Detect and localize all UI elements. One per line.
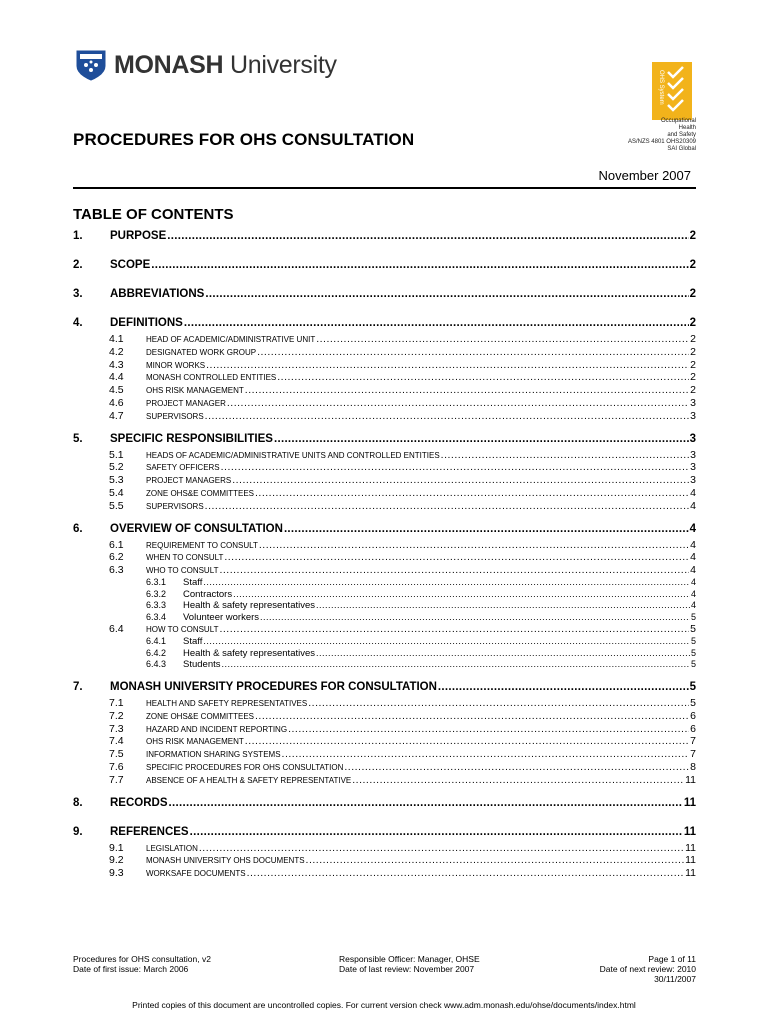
toc-entry-7-5[interactable] bbox=[73, 748, 696, 760]
toc-entry-page: 2 bbox=[689, 259, 696, 271]
toc-entry-label: INFORMATION SHARING SYSTEMS bbox=[146, 750, 281, 760]
toc-entry-number: 9.3 bbox=[109, 867, 124, 880]
toc-dot-leader bbox=[203, 636, 690, 646]
toc-entry-label: SPECIFIC RESPONSIBILITIES bbox=[110, 432, 273, 445]
toc-entry-label: OHS RISK MANAGEMENT bbox=[146, 386, 244, 396]
toc-entry-page: 4 bbox=[690, 538, 696, 551]
toc-entry-5[interactable] bbox=[73, 433, 696, 447]
toc-dot-leader bbox=[344, 761, 689, 773]
toc-entry-label: Staff bbox=[183, 636, 203, 648]
toc-entry-8[interactable] bbox=[73, 797, 696, 811]
toc-dot-leader bbox=[284, 523, 689, 535]
toc-entry-label: ABBREVIATIONS bbox=[110, 288, 205, 300]
toc-entry-number: 5.5 bbox=[109, 499, 124, 512]
toc-entry-number: 4.3 bbox=[109, 358, 124, 371]
footer-uncontrolled-note: Printed copies of this document are uncontrolled copies. For current version check www.adm.monash.edu/ohse/documents/index.html bbox=[132, 1000, 636, 1010]
footer-print-date: 30/11/2007 bbox=[654, 974, 696, 984]
toc-dot-leader bbox=[441, 449, 689, 461]
toc-entry-page: 5 bbox=[690, 611, 696, 622]
toc-entry-page: 4 bbox=[690, 551, 696, 564]
toc-entry-4-4[interactable] bbox=[73, 371, 696, 383]
toc-entry-5-3[interactable] bbox=[73, 474, 696, 486]
toc-dot-leader bbox=[221, 461, 690, 473]
toc-entry-page: 3 bbox=[690, 409, 696, 422]
toc-entry-6-4-3[interactable] bbox=[73, 659, 696, 670]
toc-entry-6-3-3[interactable] bbox=[73, 600, 696, 611]
toc-entry-number: 5.2 bbox=[109, 461, 124, 474]
toc-entry-label: Students bbox=[183, 659, 221, 671]
toc-entry-6-4-1[interactable] bbox=[73, 636, 696, 647]
toc-entry-label: Contractors bbox=[183, 588, 233, 600]
header-divider bbox=[73, 187, 696, 189]
toc-dot-leader bbox=[190, 826, 683, 838]
toc-entry-label: WHEN TO CONSULT bbox=[146, 553, 224, 563]
toc-dot-leader bbox=[255, 710, 689, 722]
toc-dot-leader bbox=[316, 333, 689, 345]
toc-entry-page: 4 bbox=[690, 577, 696, 587]
toc-entry-4-3[interactable] bbox=[73, 359, 696, 371]
toc-dot-leader bbox=[288, 723, 689, 735]
toc-entry-6-1[interactable] bbox=[73, 539, 696, 551]
toc-entry-4-7[interactable] bbox=[73, 410, 696, 422]
toc-entry-number: 4.4 bbox=[109, 371, 124, 384]
toc-entry-5-2[interactable] bbox=[73, 461, 696, 473]
footer-responsible-officer: Responsible Officer: Manager, OHSE bbox=[339, 954, 480, 964]
toc-entry-4-1[interactable] bbox=[73, 333, 696, 345]
toc-entry-number: 7.1 bbox=[109, 697, 124, 709]
ohs-caption-line: AS/NZS 4801 OHS20309 bbox=[627, 139, 696, 145]
toc-entry-page: 11 bbox=[685, 867, 696, 880]
toc-entry-label: PROJECT MANAGERS bbox=[146, 476, 232, 486]
monash-logo bbox=[74, 48, 337, 82]
toc-entry-page: 5 bbox=[690, 623, 696, 636]
toc-entry-page: 8 bbox=[690, 761, 696, 773]
toc-entry-number: 5.4 bbox=[109, 487, 124, 499]
toc-entry-label: Health & safety representatives bbox=[183, 600, 316, 612]
ohs-badge-caption bbox=[600, 118, 696, 153]
toc-entry-number: 6.4.2 bbox=[146, 647, 167, 658]
toc-entry-number: 6.3.2 bbox=[146, 588, 167, 599]
toc-dot-leader bbox=[222, 659, 690, 669]
toc-entry-number: 4.1 bbox=[109, 333, 124, 345]
toc-entry-label: OVERVIEW OF CONSULTATION bbox=[110, 522, 283, 535]
toc-entry-number: 6.4 bbox=[109, 623, 124, 636]
toc-dot-leader bbox=[199, 842, 684, 854]
toc-entry-label: PURPOSE bbox=[110, 230, 167, 242]
toc-entry-number: 4.5 bbox=[109, 384, 124, 397]
toc-entry-page: 4 bbox=[690, 499, 696, 512]
toc-entry-page: 5 bbox=[690, 636, 696, 647]
toc-dot-leader bbox=[224, 551, 689, 563]
toc-dot-leader bbox=[247, 867, 685, 879]
toc-entry-page: 7 bbox=[690, 748, 696, 761]
toc-entry-page: 4 bbox=[690, 564, 696, 577]
toc-entry-page: 7 bbox=[690, 735, 696, 748]
toc-dot-leader bbox=[316, 600, 690, 610]
toc-dot-leader bbox=[232, 474, 689, 486]
toc-entry-page: 3 bbox=[690, 397, 696, 409]
toc-dot-leader bbox=[255, 487, 689, 499]
toc-entry-label: DESIGNATED WORK GROUP bbox=[146, 347, 257, 357]
toc-entry-number: 1. bbox=[73, 230, 83, 242]
toc-entry-label: LEGISLATION bbox=[146, 843, 198, 853]
toc-entry-page: 11 bbox=[685, 773, 696, 786]
toc-entry-number: 6.2 bbox=[109, 551, 124, 564]
toc-entry-number: 6.4.1 bbox=[146, 636, 167, 647]
footer-middle bbox=[339, 954, 480, 974]
toc-dot-leader bbox=[169, 797, 683, 809]
toc-entry-label: MONASH CONTROLLED ENTITIES bbox=[146, 373, 277, 383]
toc-entry-label: ZONE OHS&E COMMITTEES bbox=[146, 711, 255, 721]
ohs-caption-line: Health bbox=[678, 125, 696, 131]
toc-entry-7-6[interactable] bbox=[73, 761, 696, 773]
toc-entry-5-5[interactable] bbox=[73, 500, 696, 512]
ohs-badge-vertical-text: OHS System bbox=[658, 70, 664, 105]
toc-entry-4-6[interactable] bbox=[73, 397, 696, 409]
toc-entry-9-2[interactable] bbox=[73, 854, 696, 866]
toc-entry-label: HEALTH AND SAFETY REPRESENTATIVES bbox=[146, 699, 308, 708]
toc-entry-5-1[interactable] bbox=[73, 449, 696, 461]
toc-entry-7[interactable] bbox=[73, 681, 696, 695]
toc-entry-6[interactable] bbox=[73, 523, 696, 537]
toc-entry-number: 6. bbox=[73, 522, 83, 535]
toc-entry-page: 3 bbox=[689, 432, 696, 445]
toc-entry-page: 11 bbox=[683, 796, 696, 809]
toc-entry-9-3[interactable] bbox=[73, 867, 696, 879]
toc-dot-leader bbox=[233, 589, 690, 599]
toc-entry-label: HEADS OF ACADEMIC/ADMINISTRATIVE UNITS AND CONTROLLED ENTITIES bbox=[146, 450, 440, 460]
toc-dot-leader bbox=[205, 410, 690, 422]
toc-entry-label: HEAD OF ACADEMIC/ADMINISTRATIVE UNIT bbox=[146, 335, 316, 344]
toc-entry-page: 2 bbox=[690, 333, 696, 345]
toc-entry-number: 6.3.3 bbox=[146, 600, 167, 611]
toc-dot-leader bbox=[167, 230, 688, 242]
toc-entry-number: 9.2 bbox=[109, 854, 124, 867]
toc-entry-label: OHS RISK MANAGEMENT bbox=[146, 737, 244, 747]
toc-entry-number: 8. bbox=[73, 796, 83, 809]
toc-entry-6-2[interactable] bbox=[73, 551, 696, 563]
toc-entry-label: Health & safety representatives bbox=[183, 647, 316, 659]
toc-entry-page: 3 bbox=[690, 448, 696, 461]
toc-dot-leader bbox=[205, 288, 688, 300]
toc-entry-number: 7. bbox=[73, 681, 83, 693]
toc-entry-2[interactable] bbox=[73, 259, 696, 273]
toc-entry-label: ABSENCE OF A HEALTH & SAFETY REPRESENTATIVE bbox=[146, 775, 352, 785]
toc-dot-leader bbox=[438, 681, 689, 693]
document-date: November 2007 bbox=[598, 168, 691, 183]
footer-next-review: Date of next review: 2010 bbox=[599, 964, 696, 974]
toc-dot-leader bbox=[151, 259, 688, 271]
toc-dot-leader bbox=[257, 346, 689, 358]
toc-dot-leader bbox=[260, 612, 690, 622]
toc-entry-page: 5 bbox=[690, 697, 696, 709]
monash-crest-icon bbox=[74, 48, 108, 82]
toc-entry-6-3-4[interactable] bbox=[73, 612, 696, 623]
toc-entry-number: 6.4.3 bbox=[146, 659, 167, 670]
toc-entry-page: 2 bbox=[690, 371, 696, 384]
toc-dot-leader bbox=[274, 433, 689, 445]
ohs-system-badge bbox=[652, 62, 692, 120]
toc-entry-number: 4. bbox=[73, 317, 83, 329]
footer-last-review: Date of last review: November 2007 bbox=[339, 964, 475, 974]
toc-heading: TABLE OF CONTENTS bbox=[73, 206, 234, 223]
toc-entry-1[interactable] bbox=[73, 230, 696, 244]
toc-entry-number: 2. bbox=[73, 259, 83, 271]
toc-dot-leader bbox=[282, 748, 690, 760]
logo-wordmark bbox=[114, 51, 337, 80]
toc-entry-3[interactable] bbox=[73, 288, 696, 302]
toc-entry-label: DEFINITIONS bbox=[110, 317, 183, 329]
logo-bold: MONASH bbox=[114, 50, 224, 79]
toc-entry-page: 5 bbox=[690, 647, 696, 658]
toc-dot-leader bbox=[245, 384, 689, 396]
toc-entry-4-2[interactable] bbox=[73, 346, 696, 358]
toc-entry-page: 2 bbox=[690, 384, 696, 397]
toc-entry-4-5[interactable] bbox=[73, 384, 696, 396]
toc-dot-leader bbox=[227, 397, 689, 409]
toc-entry-page: 6 bbox=[690, 709, 696, 722]
toc-entry-9-1[interactable] bbox=[73, 842, 696, 854]
toc-entry-number: 3. bbox=[73, 288, 83, 300]
toc-entry-page: 3 bbox=[690, 474, 696, 487]
toc-entry-label: SCOPE bbox=[110, 259, 151, 271]
toc-entry-page: 4 bbox=[690, 487, 696, 499]
toc-entry-number: 5.1 bbox=[109, 448, 124, 461]
toc-entry-number: 7.7 bbox=[109, 773, 124, 786]
toc-entry-page: 4 bbox=[690, 600, 696, 611]
toc-entry-7-2[interactable] bbox=[73, 710, 696, 722]
checkmarks-icon bbox=[652, 62, 692, 120]
ohs-caption-line: SAI Global bbox=[667, 146, 696, 152]
toc-entry-number: 5. bbox=[73, 432, 83, 445]
toc-entry-page: 2 bbox=[689, 230, 696, 242]
ohs-caption-line: Occupational bbox=[660, 118, 696, 124]
toc-entry-number: 6.3.4 bbox=[146, 611, 167, 622]
toc-entry-label: Staff bbox=[183, 577, 203, 588]
toc-entry-label: SPECIFIC PROCEDURES FOR OHS CONSULTATION bbox=[146, 763, 344, 772]
toc-entry-number: 7.4 bbox=[109, 735, 124, 748]
toc-entry-label: SUPERVISORS bbox=[146, 501, 204, 511]
toc-dot-leader bbox=[205, 500, 690, 512]
toc-dot-leader bbox=[308, 697, 689, 709]
toc-entry-page: 2 bbox=[690, 358, 696, 371]
toc-entry-page: 11 bbox=[685, 841, 696, 854]
toc-dot-leader bbox=[219, 564, 689, 576]
toc-entry-7-4[interactable] bbox=[73, 735, 696, 747]
toc-entry-page: 11 bbox=[683, 825, 696, 838]
toc-entry-6-3-2[interactable] bbox=[73, 589, 696, 600]
toc-entry-label: Volunteer workers bbox=[183, 611, 260, 623]
toc-entry-6-4[interactable] bbox=[73, 623, 696, 635]
logo-rest: University bbox=[223, 50, 337, 79]
toc-dot-leader bbox=[306, 854, 685, 866]
toc-dot-leader bbox=[206, 359, 689, 371]
toc-entry-6-3[interactable] bbox=[73, 564, 696, 576]
toc-entry-label: HOW TO CONSULT bbox=[146, 625, 219, 635]
toc-entry-4[interactable] bbox=[73, 317, 696, 331]
toc-entry-page: 3 bbox=[690, 461, 696, 474]
toc-entry-page: 5 bbox=[690, 659, 696, 670]
toc-entry-page: 4 bbox=[689, 522, 696, 535]
toc-entry-number: 7.5 bbox=[109, 748, 124, 761]
document-title: PROCEDURES FOR OHS CONSULTATION bbox=[73, 130, 415, 149]
toc-entry-label: RECORDS bbox=[110, 796, 168, 809]
toc-dot-leader bbox=[219, 623, 689, 635]
footer-right bbox=[560, 954, 696, 984]
toc-entry-page: 6 bbox=[690, 722, 696, 735]
toc-entry-label: MONASH UNIVERSITY OHS DOCUMENTS bbox=[146, 856, 305, 866]
toc-entry-page: 11 bbox=[685, 854, 696, 867]
toc-entry-number: 6.1 bbox=[109, 538, 124, 551]
toc-entry-label: MINOR WORKS bbox=[146, 360, 206, 370]
toc-entry-number: 4.6 bbox=[109, 397, 124, 409]
toc-entry-number: 5.3 bbox=[109, 474, 124, 487]
toc-entry-number: 6.3.1 bbox=[146, 577, 167, 587]
toc-dot-leader bbox=[203, 577, 690, 587]
toc-entry-label: WHO TO CONSULT bbox=[146, 566, 219, 576]
toc-entry-number: 9. bbox=[73, 825, 83, 838]
toc-entry-number: 9.1 bbox=[109, 841, 124, 854]
toc-dot-leader bbox=[277, 371, 689, 383]
toc-dot-leader bbox=[245, 735, 689, 747]
toc-entry-label: REFERENCES bbox=[110, 825, 189, 838]
toc-entry-label: SAFETY OFFICERS bbox=[146, 463, 220, 473]
toc-entry-label: REQUIREMENT TO CONSULT bbox=[146, 540, 258, 550]
toc-entry-9[interactable] bbox=[73, 826, 696, 840]
toc-entry-label: SUPERVISORS bbox=[146, 411, 204, 421]
toc-dot-leader bbox=[259, 539, 689, 551]
toc-dot-leader bbox=[316, 648, 690, 658]
toc-entry-7-3[interactable] bbox=[73, 723, 696, 735]
toc-entry-label: MONASH UNIVERSITY PROCEDURES FOR CONSULTATION bbox=[110, 681, 437, 693]
footer-doc-name: Procedures for OHS consultation, v2 bbox=[73, 954, 211, 964]
footer-left bbox=[73, 954, 211, 974]
toc-entry-label: PROJECT MANAGER bbox=[146, 399, 226, 408]
toc-entry-label: HAZARD AND INCIDENT REPORTING bbox=[146, 724, 288, 734]
toc-entry-number: 6.3 bbox=[109, 564, 124, 577]
footer-page-number: Page 1 of 11 bbox=[648, 954, 696, 964]
toc-entry-label: ZONE OHS&E COMMITTEES bbox=[146, 489, 255, 498]
toc-entry-number: 7.3 bbox=[109, 722, 124, 735]
footer-first-issue: Date of first issue: March 2006 bbox=[73, 964, 189, 974]
toc-entry-number: 7.6 bbox=[109, 761, 124, 773]
toc-entry-6-3-1[interactable] bbox=[73, 577, 696, 588]
toc-entry-5-4[interactable] bbox=[73, 487, 696, 499]
toc-dot-leader bbox=[184, 317, 689, 329]
toc-entry-page: 2 bbox=[690, 345, 696, 358]
toc-entry-page: 2 bbox=[689, 288, 696, 300]
toc-entry-7-7[interactable] bbox=[73, 774, 696, 786]
toc-entry-page: 5 bbox=[689, 681, 696, 693]
toc-entry-page: 4 bbox=[690, 588, 696, 599]
toc-entry-7-1[interactable] bbox=[73, 697, 696, 709]
toc-entry-number: 7.2 bbox=[109, 709, 124, 722]
toc-entry-number: 4.7 bbox=[109, 409, 124, 422]
toc-entry-number: 4.2 bbox=[109, 345, 124, 358]
toc-entry-page: 2 bbox=[689, 317, 696, 329]
toc-entry-6-4-2[interactable] bbox=[73, 648, 696, 659]
toc-dot-leader bbox=[352, 774, 684, 786]
toc-entry-label: WORKSAFE DOCUMENTS bbox=[146, 869, 246, 879]
ohs-caption-line: and Safety bbox=[667, 132, 696, 138]
